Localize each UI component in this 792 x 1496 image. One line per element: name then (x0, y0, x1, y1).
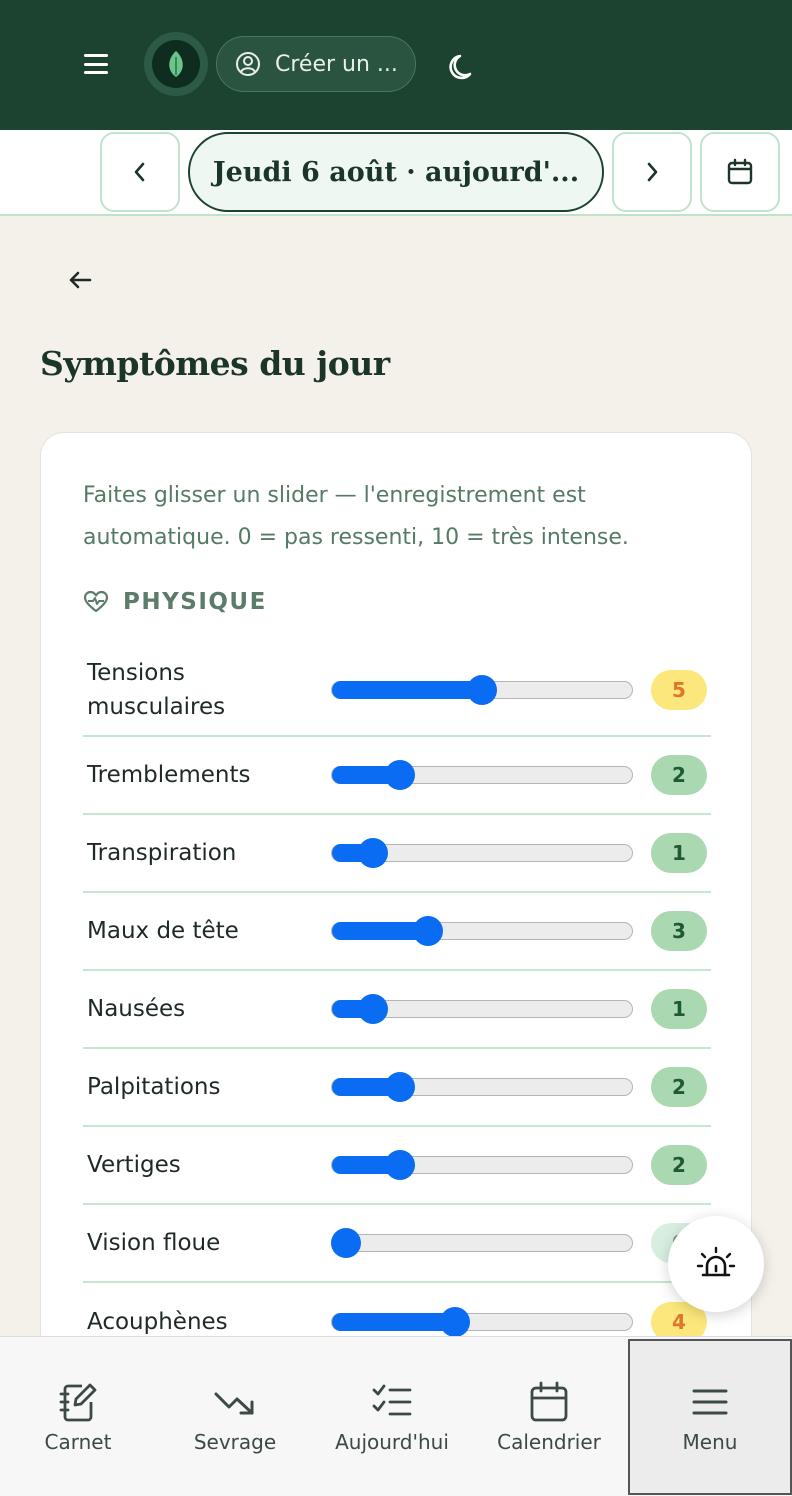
chevron-left-icon (130, 160, 150, 184)
symptom-label: Transpiration (87, 840, 237, 866)
trending-down-icon (213, 1380, 257, 1424)
nav-carnet[interactable] (0, 1337, 156, 1496)
symptom-row (83, 645, 711, 737)
symptom-row (83, 737, 711, 815)
symptom-slider[interactable] (331, 844, 633, 862)
symptom-label: Palpitations (87, 1074, 221, 1100)
heart-pulse-icon (83, 590, 109, 614)
open-calendar-button[interactable] (700, 132, 780, 212)
nav-sevrage[interactable] (156, 1337, 314, 1496)
symptom-slider[interactable] (331, 766, 633, 784)
account-label: Créer un ... (275, 51, 398, 77)
symptom-label: Tensions musculaires (87, 660, 226, 720)
card-description: Faites glisser un slider — l'enregistrement est automatique. 0 = pas ressenti, 10 = très intense. (83, 483, 629, 550)
nav-today[interactable] (314, 1337, 470, 1496)
symptom-label: Nausées (87, 996, 186, 1022)
symptom-value-badge: 3 (651, 911, 707, 951)
nav-calendar[interactable] (470, 1337, 628, 1496)
leaf-icon (163, 49, 189, 79)
symptom-row (83, 1049, 711, 1127)
symptom-slider[interactable] (331, 1313, 633, 1331)
symptom-slider[interactable] (331, 1156, 633, 1174)
symptom-value-badge: 5 (651, 670, 707, 710)
alarm-siren-icon (696, 1244, 736, 1284)
section-title: PHYSIQUE (123, 589, 267, 615)
menu-icon (688, 1380, 732, 1424)
bottom-navigation (0, 1336, 792, 1496)
checklist-icon (370, 1380, 414, 1424)
moon-icon[interactable] (446, 48, 482, 84)
symptom-row (83, 815, 711, 893)
nav-menu[interactable] (628, 1339, 792, 1495)
notebook-pen-icon (56, 1380, 100, 1424)
chevron-right-icon (642, 160, 662, 184)
symptom-slider[interactable] (331, 681, 633, 699)
symptom-row (83, 1205, 711, 1283)
nav-label: Carnet (44, 1430, 112, 1454)
nav-label: Aujourd'hui (335, 1430, 449, 1454)
symptom-list (83, 645, 711, 1361)
symptom-value-badge: 2 (651, 1067, 707, 1107)
date-navigation (0, 130, 792, 216)
symptom-label: Vision floue (87, 1230, 221, 1256)
symptom-row (83, 971, 711, 1049)
section-header (83, 589, 267, 615)
nav-label: Sevrage (193, 1430, 277, 1454)
symptoms-card (40, 432, 752, 1372)
symptom-label: Acouphènes (87, 1309, 228, 1335)
symptom-slider[interactable] (331, 1078, 633, 1096)
app-logo[interactable] (144, 32, 208, 96)
nav-label: Menu (682, 1430, 738, 1454)
page-title: Symptômes du jour (40, 344, 390, 383)
symptom-slider[interactable] (331, 1234, 633, 1252)
prev-day-button[interactable] (100, 132, 180, 212)
symptom-value-badge: 2 (651, 1145, 707, 1185)
app-header (0, 0, 792, 130)
arrow-left-icon[interactable] (64, 264, 96, 296)
symptom-label: Maux de tête (87, 918, 239, 944)
calendar-icon (726, 158, 754, 186)
symptom-slider[interactable] (331, 922, 633, 940)
symptom-value-badge: 2 (651, 755, 707, 795)
symptom-value-badge: 1 (651, 833, 707, 873)
hamburger-icon[interactable] (80, 50, 112, 78)
calendar-icon (527, 1380, 571, 1424)
symptom-row (83, 893, 711, 971)
current-date-pill[interactable]: Jeudi 6 août · aujourd'... (188, 132, 604, 212)
symptom-label: Tremblements (87, 762, 251, 788)
symptom-slider[interactable] (331, 1000, 633, 1018)
symptom-label: Vertiges (87, 1152, 181, 1178)
symptom-value-badge: 1 (651, 989, 707, 1029)
next-day-button[interactable] (612, 132, 692, 212)
user-circle-icon (235, 51, 261, 77)
emergency-alarm-button[interactable] (668, 1216, 764, 1312)
nav-label: Calendrier (497, 1430, 601, 1454)
symptom-row (83, 1127, 711, 1205)
create-account-button[interactable] (216, 36, 416, 92)
symptom-value-badge: 4 (651, 1302, 707, 1342)
